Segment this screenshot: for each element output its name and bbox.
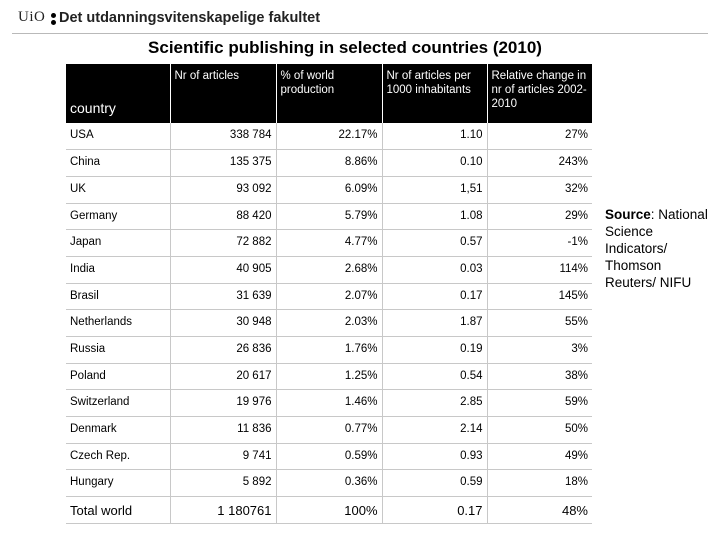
per-1000-cell: 1.08 <box>382 203 487 230</box>
per-1000-cell: 1.10 <box>382 123 487 150</box>
world-share-cell: 2.68% <box>276 256 382 283</box>
articles-cell: 9 741 <box>170 443 276 470</box>
articles-cell: 5 892 <box>170 470 276 497</box>
table-row <box>66 176 592 203</box>
country-cell: Switzerland <box>66 390 170 417</box>
articles-cell: 30 948 <box>170 310 276 337</box>
relative-change-cell: 243% <box>487 150 592 177</box>
world-share-cell: 4.77% <box>276 230 382 257</box>
articles-cell: 135 375 <box>170 150 276 177</box>
world-share-cell: 0.77% <box>276 417 382 444</box>
country-cell: India <box>66 256 170 283</box>
relative-change-cell: 145% <box>487 283 592 310</box>
table-row <box>66 337 592 364</box>
per-1000-cell: 0.10 <box>382 150 487 177</box>
country-cell: USA <box>66 123 170 150</box>
articles-cell: 338 784 <box>170 123 276 150</box>
source-label: Source <box>605 207 651 222</box>
articles-cell: 31 639 <box>170 283 276 310</box>
country-cell: Poland <box>66 363 170 390</box>
per-1000-cell: 0.93 <box>382 443 487 470</box>
articles-cell: 11 836 <box>170 417 276 444</box>
world-share-cell: 1.25% <box>276 363 382 390</box>
publishing-table <box>66 64 592 524</box>
per-1000-cell: 1,51 <box>382 176 487 203</box>
table-row <box>66 256 592 283</box>
total-country-cell: Total world <box>66 497 170 524</box>
world-share-cell: 0.59% <box>276 443 382 470</box>
relative-change-cell: 50% <box>487 417 592 444</box>
column-header-relative-change: Relative change in nr of articles 2002-2010 <box>487 64 592 123</box>
total-world-share-cell: 100% <box>276 497 382 524</box>
world-share-cell: 0.36% <box>276 470 382 497</box>
articles-cell: 19 976 <box>170 390 276 417</box>
world-share-cell: 5.79% <box>276 203 382 230</box>
column-header-per-1000: Nr of articles per 1000 inhabitants <box>382 64 487 123</box>
source-text: : National Science Indicators/ Thomson Reuters/ NIFU <box>605 207 708 290</box>
articles-cell: 26 836 <box>170 337 276 364</box>
world-share-cell: 1.76% <box>276 337 382 364</box>
per-1000-cell: 0.59 <box>382 470 487 497</box>
relative-change-cell: 27% <box>487 123 592 150</box>
relative-change-cell: 32% <box>487 176 592 203</box>
table-row <box>66 310 592 337</box>
total-row <box>66 497 592 524</box>
per-1000-cell: 0.17 <box>382 283 487 310</box>
header <box>0 0 720 33</box>
per-1000-cell: 0.19 <box>382 337 487 364</box>
table-header-row <box>66 64 592 123</box>
relative-change-cell: -1% <box>487 230 592 257</box>
per-1000-cell: 1.87 <box>382 310 487 337</box>
column-header-country: country <box>66 64 170 123</box>
articles-cell: 93 092 <box>170 176 276 203</box>
column-header-nr-articles: Nr of articles <box>170 64 276 123</box>
articles-cell: 20 617 <box>170 363 276 390</box>
relative-change-cell: 38% <box>487 363 592 390</box>
page-title: Scientific publishing in selected countries (2010) <box>148 38 542 57</box>
table-row <box>66 443 592 470</box>
country-cell: Netherlands <box>66 310 170 337</box>
country-cell: Hungary <box>66 470 170 497</box>
world-share-cell: 1.46% <box>276 390 382 417</box>
per-1000-cell: 2.14 <box>382 417 487 444</box>
table-row <box>66 417 592 444</box>
logo-mark-icon <box>51 13 56 25</box>
world-share-cell: 22.17% <box>276 123 382 150</box>
world-share-cell: 6.09% <box>276 176 382 203</box>
table-row <box>66 283 592 310</box>
publishing-table-container <box>66 64 592 524</box>
table-row <box>66 390 592 417</box>
per-1000-cell: 0.03 <box>382 256 487 283</box>
country-cell: China <box>66 150 170 177</box>
country-cell: Czech Rep. <box>66 443 170 470</box>
per-1000-cell: 0.57 <box>382 230 487 257</box>
country-cell: Denmark <box>66 417 170 444</box>
relative-change-cell: 49% <box>487 443 592 470</box>
country-cell: Germany <box>66 203 170 230</box>
table-row <box>66 470 592 497</box>
country-cell: Japan <box>66 230 170 257</box>
articles-cell: 40 905 <box>170 256 276 283</box>
table-body <box>66 123 592 523</box>
country-cell: Russia <box>66 337 170 364</box>
relative-change-cell: 29% <box>487 203 592 230</box>
relative-change-cell: 18% <box>487 470 592 497</box>
world-share-cell: 2.03% <box>276 310 382 337</box>
column-header-percent-world: % of world production <box>276 64 382 123</box>
source-note <box>605 206 715 291</box>
per-1000-cell: 0.54 <box>382 363 487 390</box>
total-per-1000-cell: 0.17 <box>382 497 487 524</box>
total-relative-change-cell: 48% <box>487 497 592 524</box>
relative-change-cell: 55% <box>487 310 592 337</box>
relative-change-cell: 59% <box>487 390 592 417</box>
table-row <box>66 150 592 177</box>
articles-cell: 72 882 <box>170 230 276 257</box>
total-articles-cell: 1 180761 <box>170 497 276 524</box>
world-share-cell: 8.86% <box>276 150 382 177</box>
header-divider <box>12 33 708 34</box>
articles-cell: 88 420 <box>170 203 276 230</box>
table-row <box>66 230 592 257</box>
country-cell: UK <box>66 176 170 203</box>
per-1000-cell: 2.85 <box>382 390 487 417</box>
table-row <box>66 123 592 150</box>
relative-change-cell: 114% <box>487 256 592 283</box>
table-row <box>66 203 592 230</box>
relative-change-cell: 3% <box>487 337 592 364</box>
uio-logo: UiO <box>18 9 46 25</box>
table-row <box>66 363 592 390</box>
world-share-cell: 2.07% <box>276 283 382 310</box>
faculty-name: Det utdanningsvitenskapelige fakultet <box>59 10 321 26</box>
country-cell: Brasil <box>66 283 170 310</box>
